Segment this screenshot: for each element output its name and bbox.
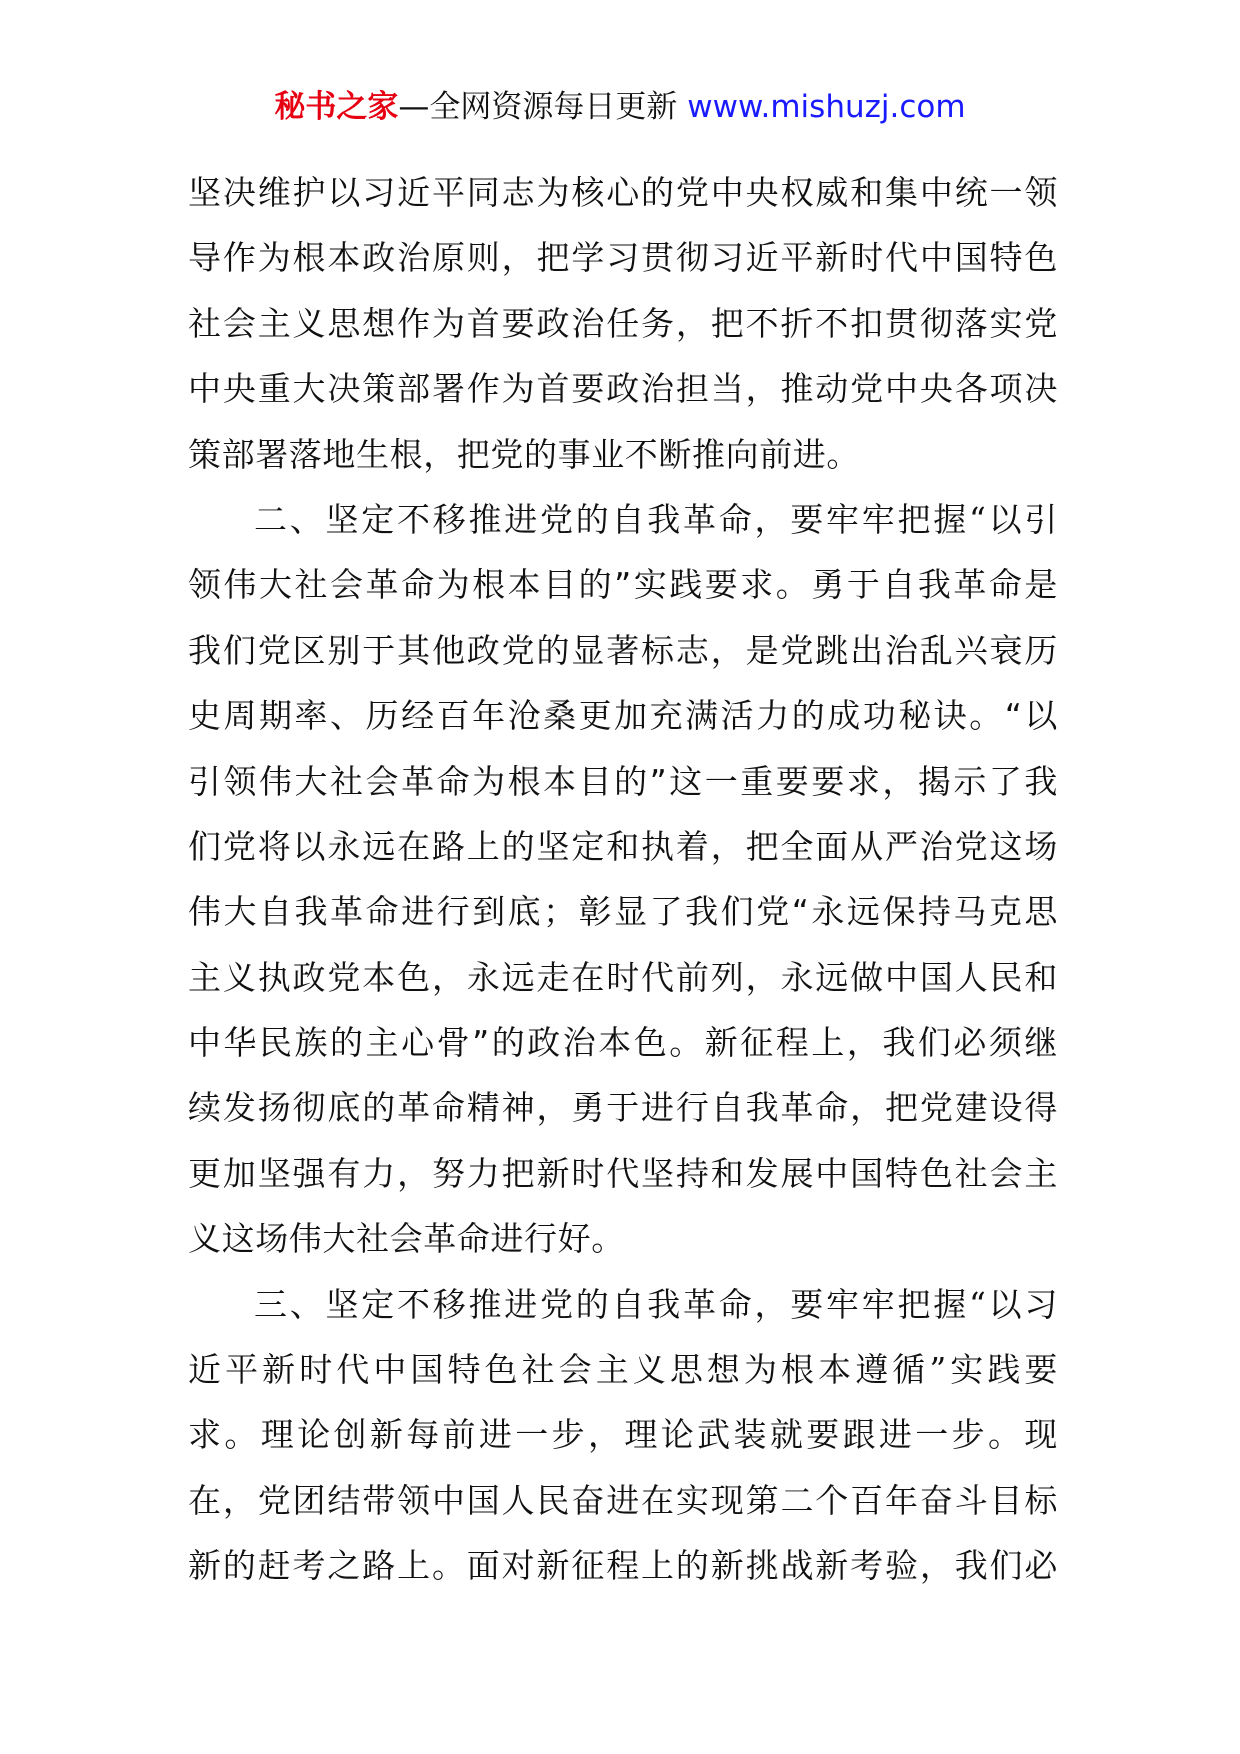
text-line: 近平新时代中国特色社会主义思想为根本遵循”实践要: [188, 1350, 1058, 1390]
text-line: 坚决维护以习近平同志为核心的党中央权威和集中统一领: [188, 173, 1058, 212]
text-line: 领伟大社会革命为根本目的”实践要求。勇于自我革命是: [188, 565, 1058, 605]
text-line: 求。理论创新每前进一步，理论武装就要跟进一步。现: [188, 1415, 1058, 1455]
section-heading-2: 二、坚定不移推进党的自我革命，要牢牢把握“以引: [254, 499, 1058, 539]
text-line: 导作为根本政治原则，把学习贯彻习近平新时代中国特色: [188, 238, 1058, 278]
text-line: 史周期率、历经百年沧桑更加充满活力的成功秘诀。“以: [188, 696, 1058, 736]
site-brand: 秘书之家: [274, 89, 399, 125]
text-line: 在，党团结带领中国人民奋进在实现第二个百年奋斗目标: [188, 1480, 1058, 1520]
site-header: [0, 89, 1240, 125]
text-line: 伟大自我革命进行到底；彰显了我们党“永远保持马克思: [188, 892, 1058, 932]
text-line: 主义执政党本色，永远走在时代前列，永远做中国人民和: [188, 957, 1058, 997]
text-line: 我们党区别于其他政党的显著标志，是党跳出治乱兴衰历: [188, 630, 1058, 670]
text-line: 策部署落地生根，把党的事业不断推向前进。: [188, 434, 860, 474]
text-line: 社会主义思想作为首要政治任务，把不折不扣贯彻落实党: [188, 303, 1058, 343]
text-line: 续发扬彻底的革命精神，勇于进行自我革命，把党建设得: [188, 1088, 1058, 1128]
section-heading-3: 三、坚定不移推进党的自我革命，要牢牢把握“以习: [254, 1284, 1058, 1324]
text-line: 中央重大决策部署作为首要政治担当，推动党中央各项决: [188, 369, 1058, 409]
document-body: [188, 160, 1058, 1599]
site-url-link[interactable]: www.mishuzj.com: [687, 89, 966, 125]
text-line: 更加坚强有力，努力把新时代坚持和发展中国特色社会主: [188, 1153, 1058, 1193]
text-line: 们党将以永远在路上的坚定和执着，把全面从严治党这场: [188, 826, 1058, 866]
site-tagline: —全网资源每日更新: [398, 89, 688, 125]
text-line: 中华民族的主心骨”的政治本色。新征程上，我们必须继: [188, 1023, 1058, 1063]
text-line: 新的赶考之路上。面对新征程上的新挑战新考验，我们必: [188, 1546, 1058, 1586]
text-line: 义这场伟大社会革命进行好。: [188, 1219, 625, 1259]
text-line: 引领伟大社会革命为根本目的”这一重要要求，揭示了我: [188, 761, 1058, 801]
